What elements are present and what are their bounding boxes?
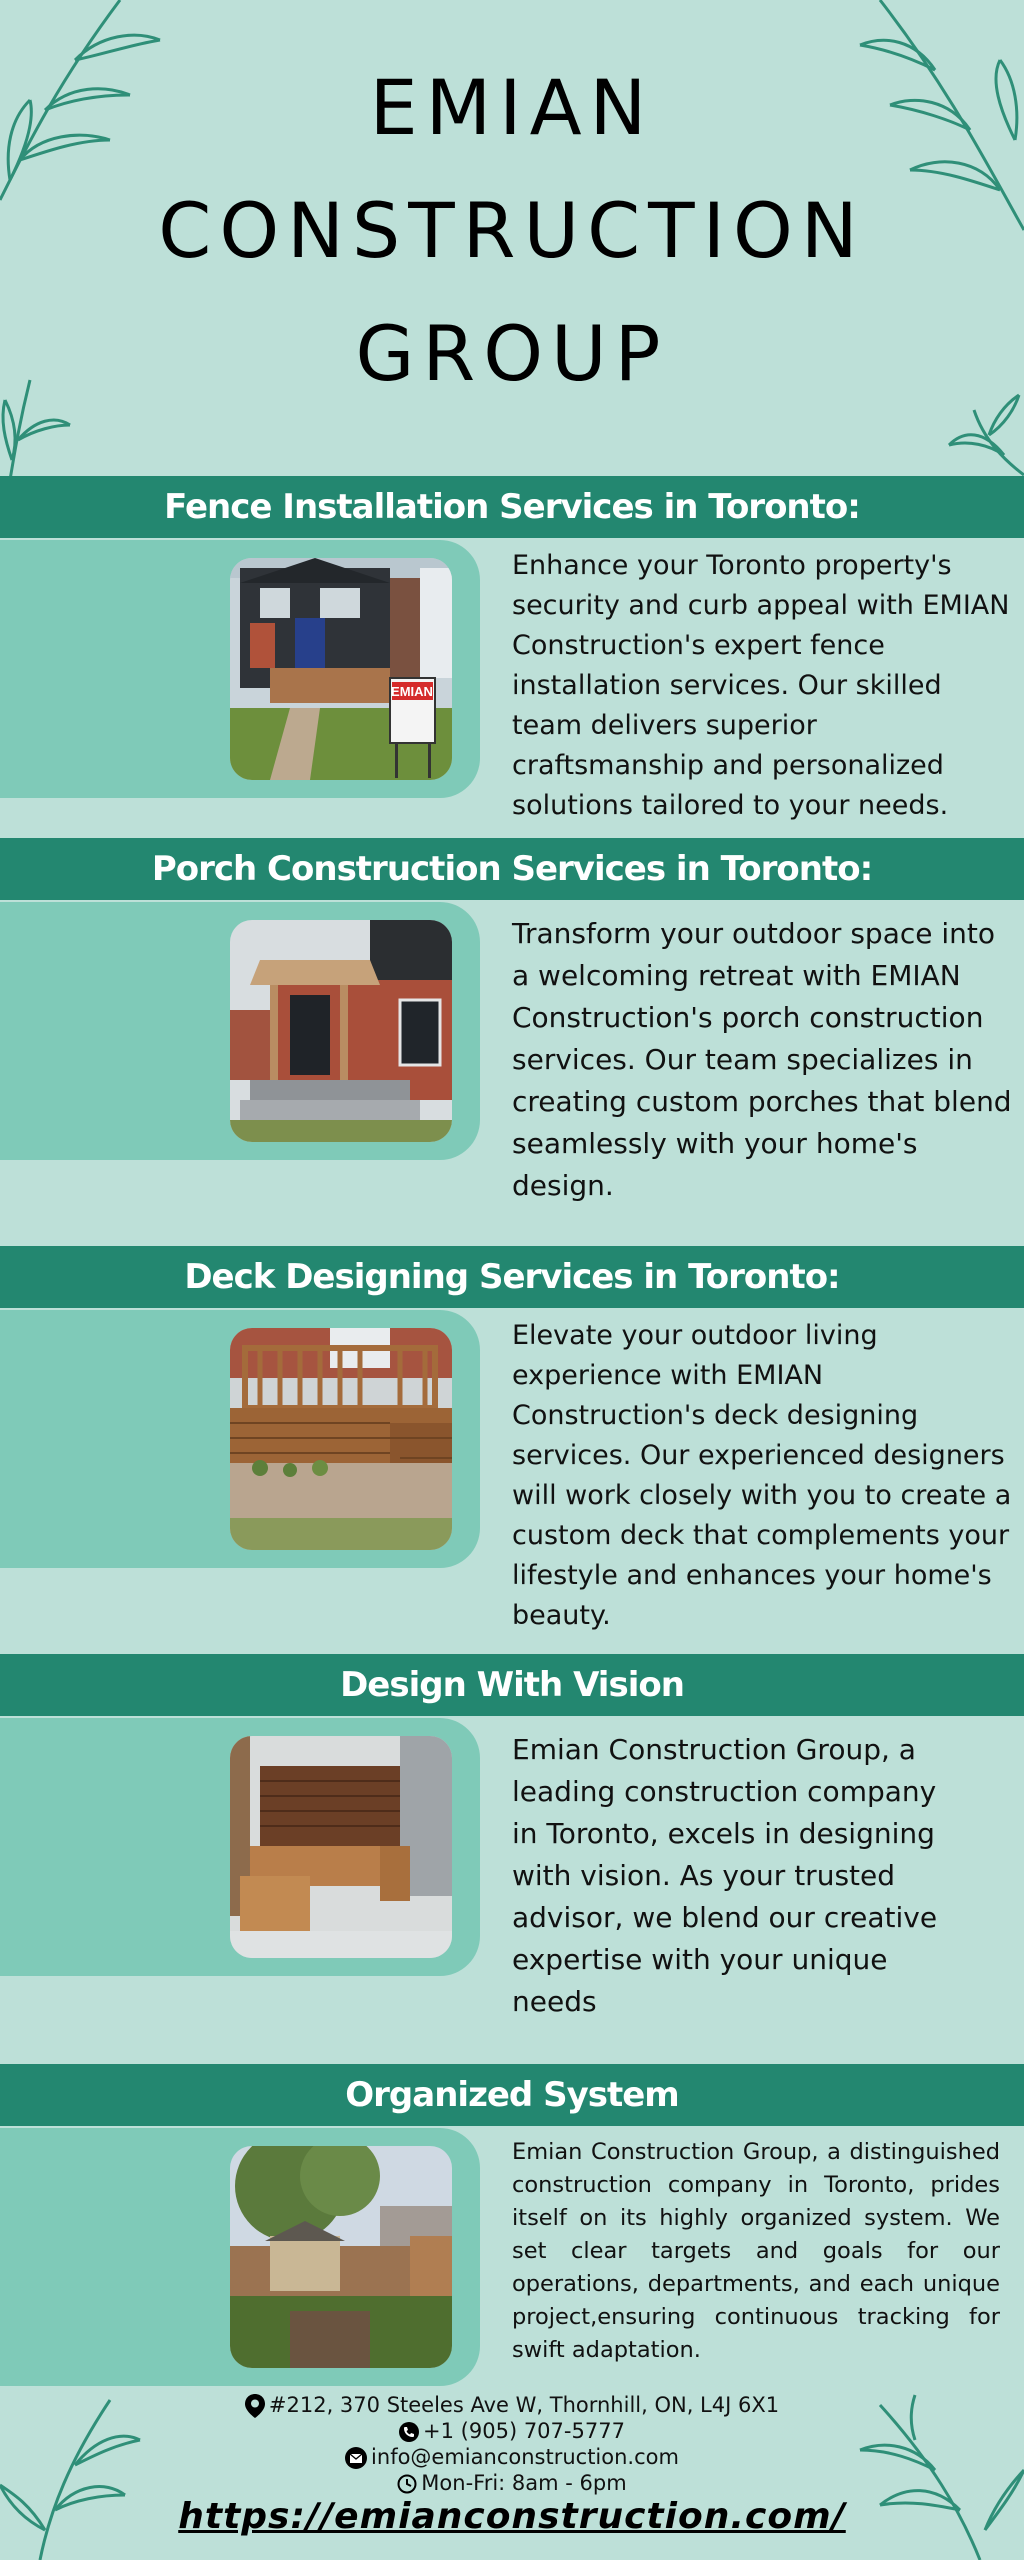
- location-pin-icon: [245, 2394, 265, 2418]
- website-link[interactable]: https://emianconstruction.com/: [178, 2496, 846, 2537]
- contact-email[interactable]: info@emianconstruction.com: [371, 2445, 679, 2469]
- contact-phone-line: [0, 2418, 1024, 2444]
- section-text-porch: Transform your outdoor space into a welcoming retreat with EMIAN Construction's porch construction services. Our team specializes in creating custom porches that blend seamlessly with your home's design.: [512, 917, 1012, 1202]
- email-icon: [345, 2447, 367, 2469]
- contact-address-line: [0, 2392, 1024, 2418]
- section-heading-vision: Design With Vision: [0, 1654, 1024, 1716]
- section-heading-porch: Porch Construction Services in Toronto:: [0, 838, 1024, 900]
- sign-text: EMIAN: [391, 684, 433, 699]
- wooden-deck-photo: [230, 1328, 452, 1550]
- page-title: [0, 60, 1024, 402]
- leaf-sprig-right-icon: [934, 390, 1024, 480]
- brick-house-porch-photo: [230, 920, 452, 1142]
- house-with-fence-photo: [230, 558, 452, 780]
- section-heading-deck: Deck Designing Services in Toronto:: [0, 1246, 1024, 1308]
- section-heading-fence: Fence Installation Services in Toronto:: [0, 476, 1024, 538]
- wooden-planter-bench-photo: [230, 1736, 452, 1958]
- title-line-1: EMIAN: [369, 63, 655, 152]
- contact-email-line: [0, 2444, 1024, 2470]
- contact-hours: Mon-Fri: 8am - 6pm: [421, 2471, 627, 2495]
- phone-icon: [399, 2422, 419, 2442]
- section-text-vision: Emian Construction Group, a leading construction company in Toronto, excels in designing with vision. As your trusted advisor, we blend our creative expertise with your unique needs: [512, 1733, 938, 2018]
- section-heading-organized: Organized System: [0, 2064, 1024, 2126]
- contact-hours-line: [0, 2470, 1024, 2496]
- clock-icon: [397, 2474, 417, 2494]
- title-line-2: CONSTRUCTION: [158, 186, 866, 275]
- section-text-organized: Emian Construction Group, a distinguished construction company in Toronto, prides itself on its highly organized system. We set clear targets and goals for our operations, departments, and each unique project,ensuring continuous tracking for swift adaptation.: [512, 2139, 1000, 2363]
- section-text-deck: Elevate your outdoor living experience with EMIAN Construction's deck designing services. Our experienced designers will work closely with you to create a custom deck that complements your lifestyle and enhances your home's beauty.: [512, 1320, 1012, 1631]
- contact-address: #212, 370 Steeles Ave W, Thornhill, ON, L4J 6X1: [268, 2393, 780, 2417]
- title-line-3: GROUP: [355, 309, 669, 398]
- backyard-shed-photo: [230, 2146, 452, 2368]
- contact-phone[interactable]: +1 (905) 707-5777: [423, 2419, 625, 2443]
- section-text-fence: Enhance your Toronto property's security and curb appeal with EMIAN Construction's expert fence installation services. Our skilled team delivers superior craftsmanship and personalized solutions tailored to your needs.: [512, 550, 1010, 821]
